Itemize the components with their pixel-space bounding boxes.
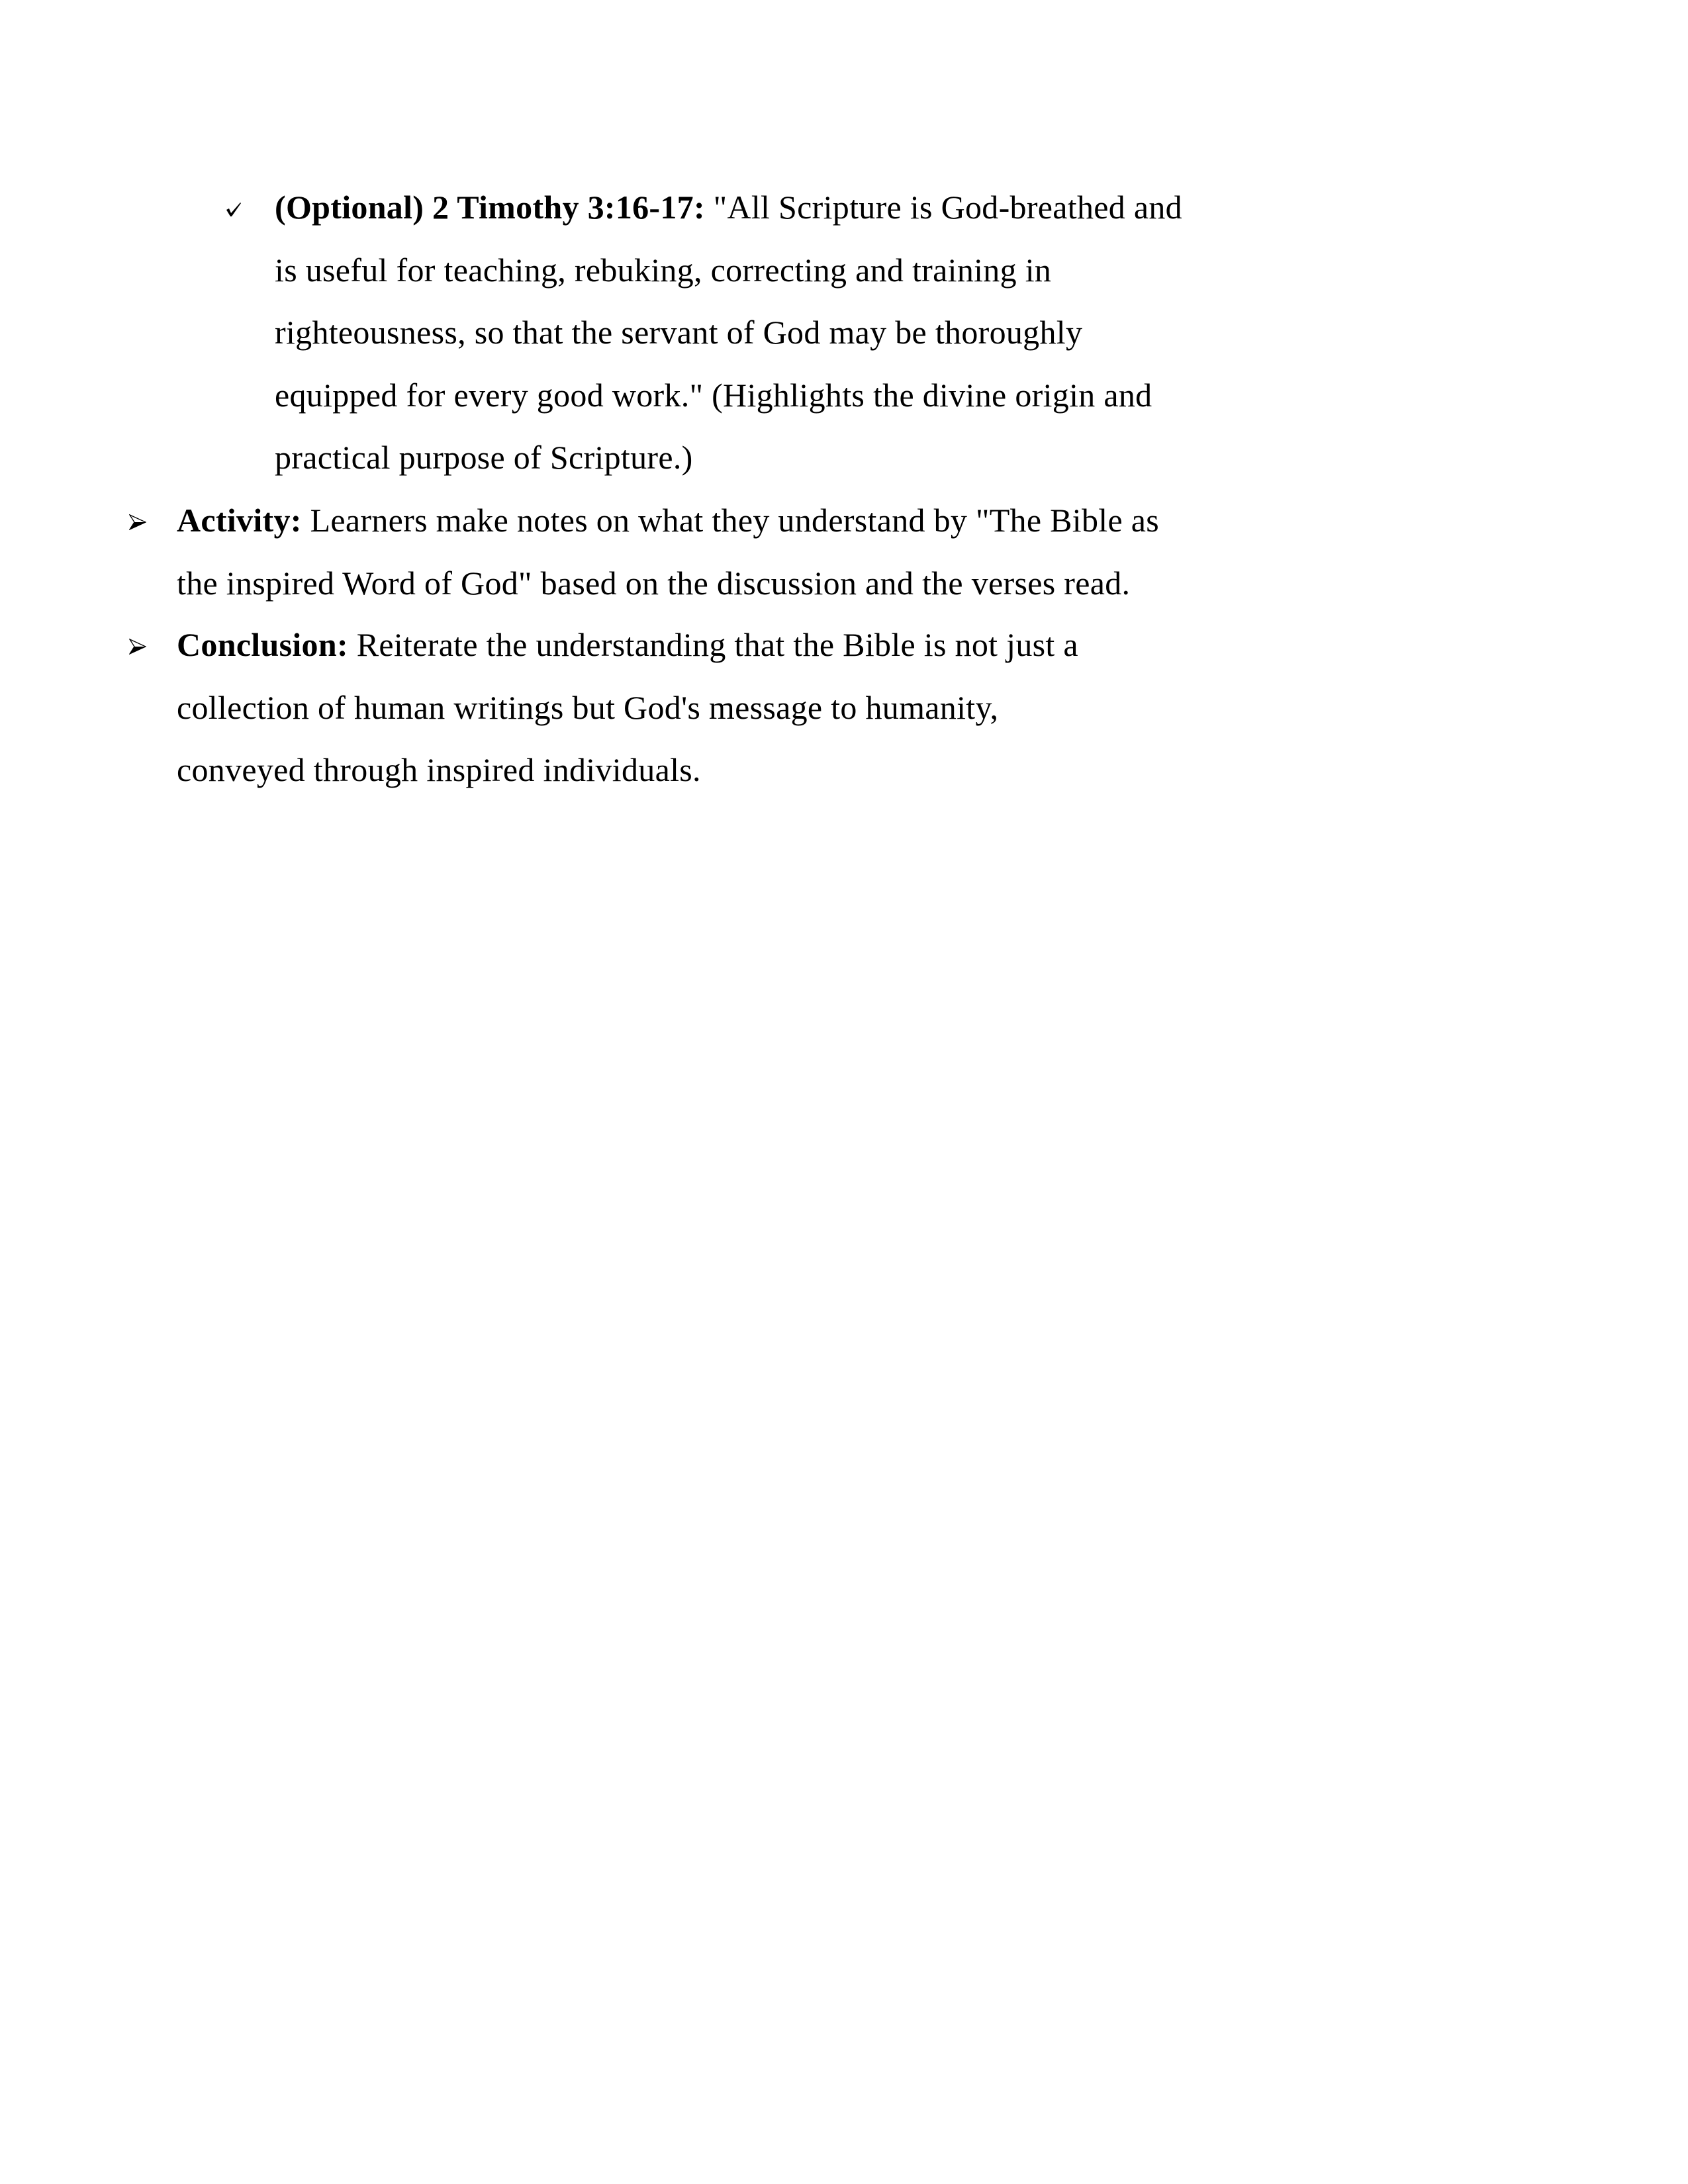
- checkmark-icon: [225, 201, 242, 218]
- list-item-2-timothy: [275, 176, 1486, 489]
- list-item-line-3: conveyed through inspired individuals.: [177, 751, 701, 788]
- list-item-line-2: the inspired Word of God" based on the discussion and the verses read.: [177, 564, 1131, 602]
- list-item-line-1: Conclusion: Reiterate the understanding that the Bible is not just a: [177, 626, 1078, 663]
- list-item-line-1: (Optional) 2 Timothy 3:16-17: "All Scripture is God-breathed and: [275, 189, 1182, 226]
- list-item-line-4: equipped for every good work." (Highlights the divine origin and: [275, 376, 1152, 414]
- arrowhead-bullet-icon: [129, 638, 146, 655]
- list-item-line-2: is useful for teaching, rebuking, correcting and training in: [275, 251, 1052, 289]
- list-item-line-5: practical purpose of Scripture.): [275, 439, 693, 476]
- list-item-line-3: righteousness, so that the servant of God may be thoroughly: [275, 314, 1083, 351]
- list-item-label: Activity:: [177, 502, 302, 539]
- list-item-line-1: Activity: Learners make notes on what they understand by "The Bible as: [177, 502, 1160, 539]
- list-item-label: Conclusion:: [177, 626, 348, 663]
- arrowhead-bullet-icon: [129, 514, 146, 531]
- list-item-activity: [177, 489, 1454, 614]
- list-item-line-2: collection of human writings but God's message to humanity,: [177, 688, 999, 726]
- list-item-label: (Optional) 2 Timothy 3:16-17:: [275, 189, 705, 226]
- list-item-conclusion: [177, 614, 1454, 801]
